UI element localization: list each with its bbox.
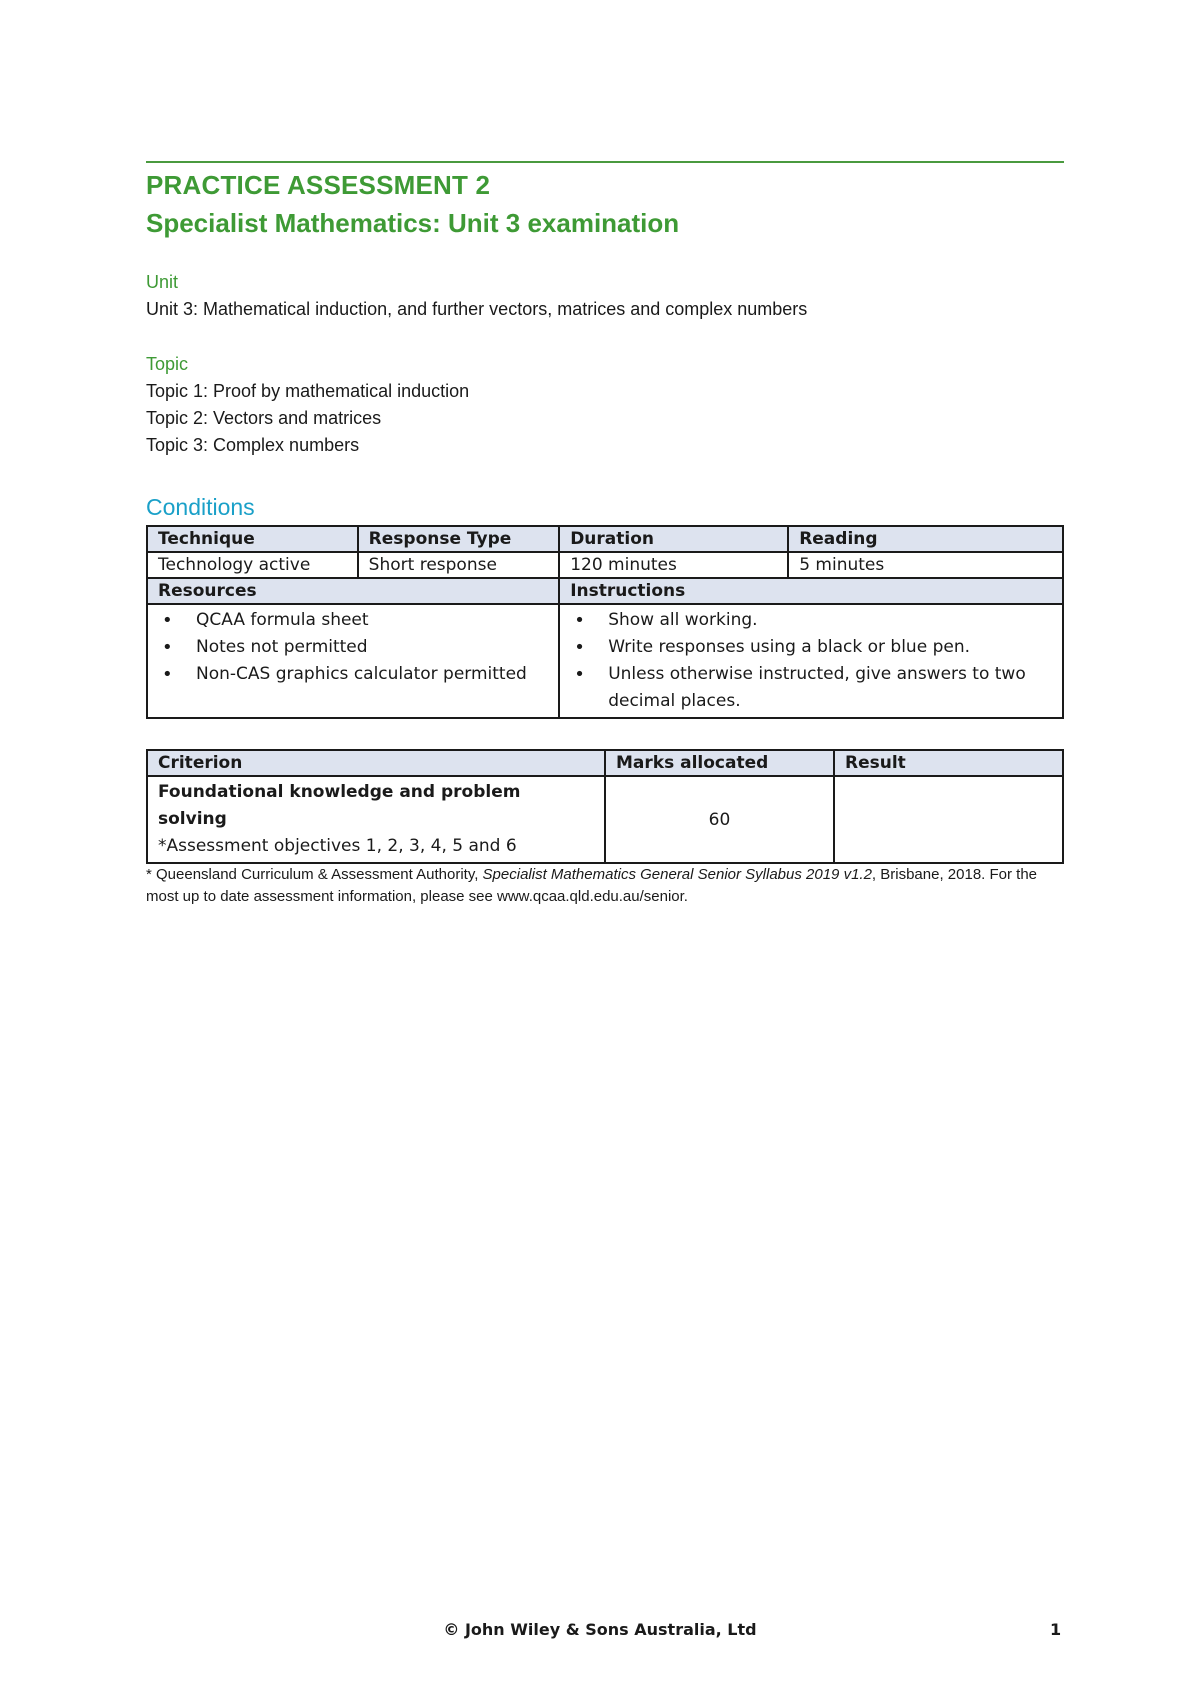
- topic-item: Topic 1: Proof by mathematical induction: [146, 381, 470, 401]
- page-title: PRACTICE ASSESSMENT 2: [146, 170, 491, 200]
- list-item: • Show all working.: [598, 607, 1052, 634]
- footnote-prefix: * Queensland Curriculum & Assessment Authority,: [146, 866, 483, 883]
- list-item: • Non-CAS graphics calculator permitted: [186, 661, 548, 688]
- copyright-text: © John Wiley & Sons Australia, Ltd: [443, 1620, 757, 1639]
- list-item: • Write responses using a black or blue pen.: [598, 634, 1052, 661]
- topic-item: Topic 2: Vectors and matrices: [146, 408, 382, 428]
- result-cell: [834, 776, 1063, 863]
- unit-label: Unit: [146, 272, 179, 292]
- table-cell: 120 minutes: [559, 552, 788, 578]
- footnote: [146, 864, 1064, 908]
- criterion-objectives: *Assessment objectives 1, 2, 3, 4, 5 and 6: [158, 836, 517, 856]
- header-rule: [146, 161, 1064, 163]
- marks-cell: 60: [605, 776, 834, 863]
- resources-cell: [147, 604, 559, 718]
- table-header-cell: Result: [834, 750, 1063, 776]
- list-item: • QCAA formula sheet: [186, 607, 548, 634]
- topic-item: Topic 3: Complex numbers: [146, 435, 360, 455]
- footnote-suffix: , Brisbane, 2018. For the most up to date assessment information, please see www.qcaa.qld.edu.au/senior.: [146, 866, 1038, 905]
- table-header-cell: Marks allocated: [605, 750, 834, 776]
- table-header-cell: Criterion: [147, 750, 605, 776]
- table-cell: 5 minutes: [788, 552, 1063, 578]
- conditions-heading: Conditions: [146, 494, 255, 520]
- resources-header: Resources: [147, 578, 559, 604]
- topic-label: Topic: [146, 354, 189, 374]
- instructions-cell: [559, 604, 1063, 718]
- unit-text: Unit 3: Mathematical induction, and further vectors, matrices and complex numbers: [146, 299, 808, 319]
- table-header-cell: Response Type: [358, 526, 560, 552]
- conditions-table: [146, 525, 1064, 719]
- footnote-syllabus: Specialist Mathematics General Senior Syllabus 2019 v1.2: [482, 866, 872, 883]
- table-header-cell: Reading: [788, 526, 1063, 552]
- instructions-header: Instructions: [559, 578, 1063, 604]
- list-item: • Unless otherwise instructed, give answers to two decimal places.: [598, 661, 1052, 715]
- resources-list: [158, 607, 548, 688]
- list-item: • Notes not permitted: [186, 634, 548, 661]
- criteria-table: [146, 749, 1064, 864]
- page-number: 1: [1050, 1620, 1062, 1639]
- table-cell: Short response: [358, 552, 560, 578]
- table-header-cell: Duration: [559, 526, 788, 552]
- criterion-title: Foundational knowledge and problem solving: [158, 782, 521, 829]
- table-header-cell: Technique: [147, 526, 358, 552]
- page-subtitle: Specialist Mathematics: Unit 3 examination: [146, 208, 680, 238]
- criterion-cell: [147, 776, 605, 863]
- table-cell: Technology active: [147, 552, 358, 578]
- instructions-list: [570, 607, 1052, 715]
